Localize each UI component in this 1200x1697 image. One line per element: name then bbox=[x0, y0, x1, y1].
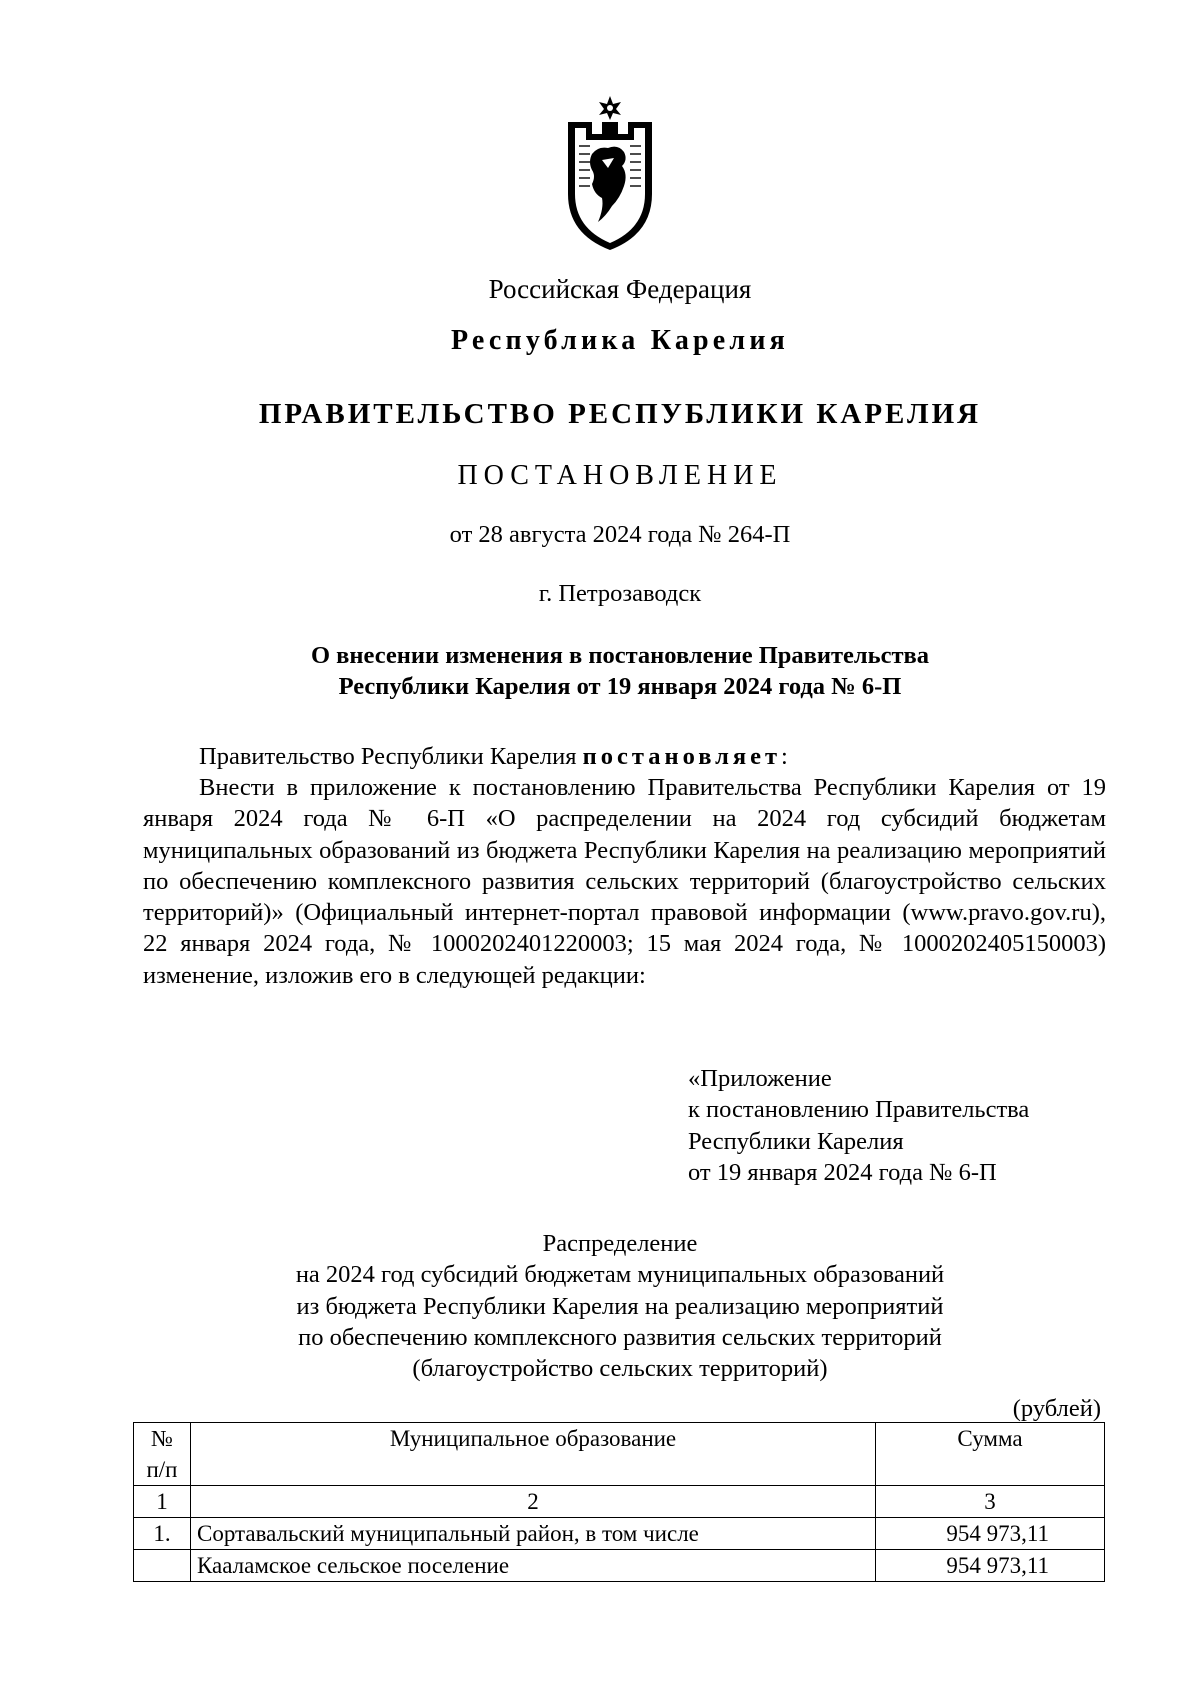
distribution-table bbox=[133, 1422, 1105, 1582]
document-date-number: от 28 августа 2024 года № 264-П bbox=[449, 521, 791, 548]
document-type: ПОСТАНОВЛЕНИЕ bbox=[457, 460, 783, 491]
star-icon bbox=[599, 96, 621, 120]
distribution-title bbox=[0, 1228, 1200, 1384]
distribution-line-4: (благоустройство сельских территорий) bbox=[412, 1355, 828, 1383]
distribution-heading: Распределение bbox=[542, 1230, 698, 1257]
coat-of-arms-emblem bbox=[562, 94, 658, 254]
header-municipality: Муниципальное образование bbox=[191, 1423, 876, 1486]
units-label: (рублей) bbox=[1012, 1395, 1101, 1422]
appendix-line-4: от 19 января 2024 года № 6-П bbox=[688, 1158, 997, 1186]
preamble-end: : bbox=[781, 743, 788, 770]
row-number bbox=[134, 1550, 191, 1582]
header-amount: Сумма bbox=[876, 1423, 1105, 1486]
row-municipality: Кааламское сельское поселение bbox=[191, 1550, 876, 1582]
row-municipality: Сортавальский муниципальный район, в том числе bbox=[191, 1518, 876, 1550]
preamble-verb: постановляет bbox=[582, 743, 782, 770]
country-name: Российская Федерация bbox=[488, 274, 752, 304]
header-number-line-2: п/п bbox=[146, 1457, 178, 1482]
row-number: 1. bbox=[134, 1518, 191, 1550]
document-subject bbox=[0, 640, 1200, 702]
row-amount: 954 973,11 bbox=[876, 1550, 1105, 1582]
authority-name: ПРАВИТЕЛЬСТВО РЕСПУБЛИКИ КАРЕЛИЯ bbox=[258, 398, 982, 430]
distribution-line-2: из бюджета Республики Карелия на реализацию мероприятий bbox=[296, 1292, 944, 1320]
preamble-start: Правительство Республики Карелия bbox=[199, 743, 583, 770]
table-row bbox=[134, 1550, 1105, 1582]
table-row bbox=[134, 1518, 1105, 1550]
preamble bbox=[143, 741, 1106, 772]
appendix-reference bbox=[688, 1063, 1029, 1188]
row-amount: 954 973,11 bbox=[876, 1518, 1105, 1550]
header-number-line-1: № bbox=[151, 1426, 173, 1451]
document-city: г. Петрозаводск bbox=[538, 580, 702, 607]
column-number-1: 1 bbox=[134, 1486, 191, 1518]
header-number bbox=[134, 1423, 191, 1486]
subject-line-1: О внесении изменения в постановление Правительства bbox=[311, 642, 929, 669]
appendix-line-3: Республики Карелия bbox=[688, 1127, 904, 1155]
main-paragraph: Внести в приложение к постановлению Правительства Республики Карелия от 19 января 2024 года № 6-П «О распределении на 2024 год субсидий бюджетам муниципальных образований из бюджета Республики Карелия на реализацию мероприятий по обеспечению комплексного развития сельских территорий (благоустройство сельских территорий)» (Официальный интернет-портал правовой информации (www.pravo.gov.ru), 22 января 2024 года, № 1000202401220003; 15 мая 2024 года, № 1000202405150003) изменение, изложив его в следующей редакции: bbox=[143, 774, 1106, 989]
column-number-2: 2 bbox=[191, 1486, 876, 1518]
subject-line-2: Республики Карелия от 19 января 2024 года № 6-П bbox=[338, 673, 902, 700]
distribution-line-1: на 2024 год субсидий бюджетам муниципальных образований bbox=[295, 1261, 945, 1289]
table-header-row bbox=[134, 1423, 1105, 1486]
distribution-line-3: по обеспечению комплексного развития сельских территорий bbox=[298, 1323, 942, 1351]
appendix-line-1: «Приложение bbox=[688, 1065, 832, 1092]
table-column-numbers-row bbox=[134, 1486, 1105, 1518]
appendix-line-2: к постановлению Правительства bbox=[688, 1096, 1030, 1124]
region-name: Республика Карелия bbox=[450, 325, 790, 356]
column-number-3: 3 bbox=[876, 1486, 1105, 1518]
